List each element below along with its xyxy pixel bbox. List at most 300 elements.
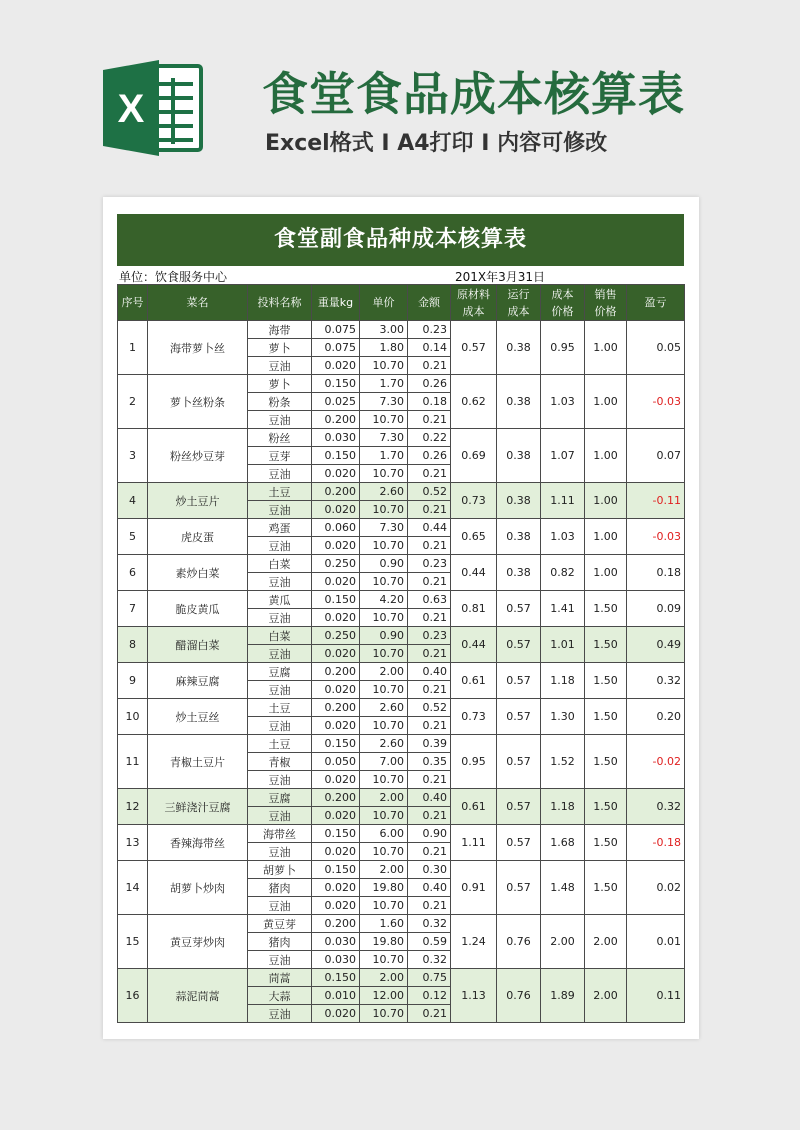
ingredient-amount: 0.23 xyxy=(408,627,451,645)
ingredient-amount: 0.63 xyxy=(408,591,451,609)
ingredient-amount: 0.21 xyxy=(408,411,451,429)
profit-loss: -0.11 xyxy=(627,483,685,519)
ingredient-amount: 0.21 xyxy=(408,537,451,555)
ingredient-amount: 0.21 xyxy=(408,807,451,825)
sale-price: 1.00 xyxy=(585,375,627,429)
row-number: 11 xyxy=(118,735,148,789)
profit-loss: 0.09 xyxy=(627,591,685,627)
profit-loss: 0.18 xyxy=(627,555,685,591)
ingredient-weight: 0.250 xyxy=(312,627,360,645)
unit-label: 单位：饮食服务中心 xyxy=(119,270,228,284)
ingredient-name: 萝卜 xyxy=(248,375,312,393)
cost-price: 1.01 xyxy=(541,627,585,663)
cost-price: 1.89 xyxy=(541,969,585,1023)
raw-cost: 0.61 xyxy=(451,789,497,825)
ingredient-name: 豆油 xyxy=(248,573,312,591)
run-cost: 0.57 xyxy=(497,663,541,699)
ingredient-weight: 0.200 xyxy=(312,663,360,681)
raw-cost: 1.11 xyxy=(451,825,497,861)
ingredient-name: 粉条 xyxy=(248,393,312,411)
ingredient-weight: 0.020 xyxy=(312,717,360,735)
column-header: 原材料 成本 xyxy=(451,285,497,321)
cost-price: 1.18 xyxy=(541,789,585,825)
ingredient-amount: 0.40 xyxy=(408,879,451,897)
sale-price: 1.50 xyxy=(585,663,627,699)
run-cost: 0.76 xyxy=(497,915,541,969)
ingredient-weight: 0.020 xyxy=(312,1005,360,1023)
row-number: 8 xyxy=(118,627,148,663)
run-cost: 0.57 xyxy=(497,627,541,663)
ingredient-name: 鸡蛋 xyxy=(248,519,312,537)
ingredient-name: 豆油 xyxy=(248,501,312,519)
ingredient-weight: 0.150 xyxy=(312,969,360,987)
ingredient-weight: 0.150 xyxy=(312,447,360,465)
dish-name: 黄豆芽炒肉 xyxy=(148,915,248,969)
ingredient-weight: 0.025 xyxy=(312,393,360,411)
row-number: 16 xyxy=(118,969,148,1023)
raw-cost: 1.13 xyxy=(451,969,497,1023)
row-number: 6 xyxy=(118,555,148,591)
ingredient-price: 10.70 xyxy=(360,357,408,375)
profit-loss: 0.20 xyxy=(627,699,685,735)
table-row xyxy=(118,663,685,681)
table-row xyxy=(118,519,685,537)
run-cost: 0.38 xyxy=(497,321,541,375)
cost-price: 0.95 xyxy=(541,321,585,375)
ingredient-amount: 0.23 xyxy=(408,555,451,573)
ingredient-weight: 0.020 xyxy=(312,609,360,627)
table-row xyxy=(118,915,685,933)
ingredient-amount: 0.32 xyxy=(408,951,451,969)
run-cost: 0.57 xyxy=(497,735,541,789)
sale-price: 1.50 xyxy=(585,591,627,627)
ingredient-name: 白菜 xyxy=(248,555,312,573)
table-row xyxy=(118,429,685,447)
ingredient-price: 2.00 xyxy=(360,789,408,807)
sale-price: 1.50 xyxy=(585,789,627,825)
ingredient-amount: 0.44 xyxy=(408,519,451,537)
ingredient-price: 7.30 xyxy=(360,393,408,411)
ingredient-amount: 0.12 xyxy=(408,987,451,1005)
cost-price: 1.41 xyxy=(541,591,585,627)
ingredient-name: 豆芽 xyxy=(248,447,312,465)
sale-price: 1.50 xyxy=(585,825,627,861)
dish-name: 素炒白菜 xyxy=(148,555,248,591)
table-row xyxy=(118,861,685,879)
ingredient-price: 19.80 xyxy=(360,879,408,897)
ingredient-weight: 0.030 xyxy=(312,429,360,447)
dish-name: 海带萝卜丝 xyxy=(148,321,248,375)
ingredient-price: 10.70 xyxy=(360,717,408,735)
row-number: 4 xyxy=(118,483,148,519)
ingredient-weight: 0.020 xyxy=(312,771,360,789)
ingredient-weight: 0.150 xyxy=(312,735,360,753)
ingredient-price: 10.70 xyxy=(360,843,408,861)
ingredient-price: 10.70 xyxy=(360,681,408,699)
sale-price: 2.00 xyxy=(585,915,627,969)
ingredient-name: 大蒜 xyxy=(248,987,312,1005)
table-header-row xyxy=(118,285,685,321)
ingredient-name: 茼蒿 xyxy=(248,969,312,987)
ingredient-price: 19.80 xyxy=(360,933,408,951)
row-number: 5 xyxy=(118,519,148,555)
dish-name: 三鲜浇汁豆腐 xyxy=(148,789,248,825)
row-number: 3 xyxy=(118,429,148,483)
row-number: 1 xyxy=(118,321,148,375)
ingredient-name: 豆油 xyxy=(248,717,312,735)
svg-text:X: X xyxy=(117,87,145,131)
sale-price: 1.50 xyxy=(585,735,627,789)
ingredient-weight: 0.020 xyxy=(312,645,360,663)
raw-cost: 0.69 xyxy=(451,429,497,483)
profit-loss: 0.11 xyxy=(627,969,685,1023)
ingredient-name: 青椒 xyxy=(248,753,312,771)
ingredient-amount: 0.35 xyxy=(408,753,451,771)
ingredient-name: 胡萝卜 xyxy=(248,861,312,879)
run-cost: 0.38 xyxy=(497,555,541,591)
sale-price: 1.00 xyxy=(585,321,627,375)
row-number: 14 xyxy=(118,861,148,915)
ingredient-name: 白菜 xyxy=(248,627,312,645)
ingredient-weight: 0.200 xyxy=(312,699,360,717)
ingredient-name: 黄豆芽 xyxy=(248,915,312,933)
ingredient-price: 10.70 xyxy=(360,573,408,591)
ingredient-price: 1.70 xyxy=(360,375,408,393)
ingredient-price: 4.20 xyxy=(360,591,408,609)
ingredient-name: 猪肉 xyxy=(248,879,312,897)
ingredient-amount: 0.52 xyxy=(408,483,451,501)
ingredient-price: 10.70 xyxy=(360,501,408,519)
ingredient-price: 1.80 xyxy=(360,339,408,357)
ingredient-amount: 0.21 xyxy=(408,573,451,591)
sale-price: 1.50 xyxy=(585,627,627,663)
raw-cost: 0.73 xyxy=(451,699,497,735)
ingredient-price: 7.00 xyxy=(360,753,408,771)
raw-cost: 0.62 xyxy=(451,375,497,429)
run-cost: 0.76 xyxy=(497,969,541,1023)
sheet-meta xyxy=(117,266,684,284)
ingredient-name: 豆油 xyxy=(248,609,312,627)
ingredient-amount: 0.21 xyxy=(408,357,451,375)
ingredient-weight: 0.030 xyxy=(312,933,360,951)
run-cost: 0.57 xyxy=(497,699,541,735)
dish-name: 炒土豆丝 xyxy=(148,699,248,735)
ingredient-name: 豆油 xyxy=(248,1005,312,1023)
ingredient-amount: 0.21 xyxy=(408,1005,451,1023)
ingredient-weight: 0.075 xyxy=(312,339,360,357)
ingredient-price: 10.70 xyxy=(360,771,408,789)
table-body xyxy=(118,321,685,1023)
ingredient-name: 豆腐 xyxy=(248,789,312,807)
profit-loss: 0.05 xyxy=(627,321,685,375)
profit-loss: 0.32 xyxy=(627,663,685,699)
sale-price: 1.00 xyxy=(585,429,627,483)
ingredient-price: 10.70 xyxy=(360,411,408,429)
table-row xyxy=(118,483,685,501)
table-row xyxy=(118,735,685,753)
ingredient-amount: 0.52 xyxy=(408,699,451,717)
column-header: 金额 xyxy=(408,285,451,321)
column-header: 序号 xyxy=(118,285,148,321)
cost-price: 1.30 xyxy=(541,699,585,735)
cost-table xyxy=(117,284,685,1023)
dish-name: 蒜泥茼蒿 xyxy=(148,969,248,1023)
ingredient-name: 豆油 xyxy=(248,357,312,375)
ingredient-price: 2.60 xyxy=(360,735,408,753)
ingredient-weight: 0.020 xyxy=(312,879,360,897)
run-cost: 0.57 xyxy=(497,789,541,825)
profit-loss: -0.02 xyxy=(627,735,685,789)
profit-loss: -0.03 xyxy=(627,519,685,555)
column-header: 投料名称 xyxy=(248,285,312,321)
row-number: 2 xyxy=(118,375,148,429)
table-row xyxy=(118,627,685,645)
cost-price: 1.68 xyxy=(541,825,585,861)
ingredient-amount: 0.32 xyxy=(408,915,451,933)
ingredient-amount: 0.18 xyxy=(408,393,451,411)
ingredient-weight: 0.150 xyxy=(312,375,360,393)
dish-name: 麻辣豆腐 xyxy=(148,663,248,699)
ingredient-amount: 0.22 xyxy=(408,429,451,447)
raw-cost: 0.65 xyxy=(451,519,497,555)
profit-loss: 0.49 xyxy=(627,627,685,663)
ingredient-amount: 0.23 xyxy=(408,321,451,339)
ingredient-price: 7.30 xyxy=(360,519,408,537)
ingredient-price: 1.70 xyxy=(360,447,408,465)
ingredient-name: 海带丝 xyxy=(248,825,312,843)
ingredient-name: 豆油 xyxy=(248,537,312,555)
sale-price: 1.00 xyxy=(585,519,627,555)
table-row xyxy=(118,825,685,843)
profit-loss: 0.01 xyxy=(627,915,685,969)
ingredient-price: 2.60 xyxy=(360,483,408,501)
ingredient-name: 豆油 xyxy=(248,807,312,825)
dish-name: 醋溜白菜 xyxy=(148,627,248,663)
ingredient-amount: 0.21 xyxy=(408,843,451,861)
ingredient-amount: 0.21 xyxy=(408,609,451,627)
ingredient-price: 1.60 xyxy=(360,915,408,933)
sale-price: 1.50 xyxy=(585,861,627,915)
ingredient-price: 0.90 xyxy=(360,555,408,573)
table-row xyxy=(118,591,685,609)
cost-price: 1.11 xyxy=(541,483,585,519)
ingredient-name: 土豆 xyxy=(248,735,312,753)
ingredient-name: 黄瓜 xyxy=(248,591,312,609)
row-number: 15 xyxy=(118,915,148,969)
sale-price: 2.00 xyxy=(585,969,627,1023)
ingredient-weight: 0.020 xyxy=(312,537,360,555)
profit-loss: -0.18 xyxy=(627,825,685,861)
ingredient-price: 10.70 xyxy=(360,1005,408,1023)
row-number: 10 xyxy=(118,699,148,735)
dish-name: 虎皮蛋 xyxy=(148,519,248,555)
excel-logo-icon xyxy=(103,58,205,158)
sale-price: 1.00 xyxy=(585,483,627,519)
ingredient-price: 10.70 xyxy=(360,537,408,555)
raw-cost: 1.24 xyxy=(451,915,497,969)
profit-loss: 0.07 xyxy=(627,429,685,483)
raw-cost: 0.81 xyxy=(451,591,497,627)
column-header: 单价 xyxy=(360,285,408,321)
cost-price: 0.82 xyxy=(541,555,585,591)
ingredient-amount: 0.40 xyxy=(408,789,451,807)
dish-name: 香辣海带丝 xyxy=(148,825,248,861)
ingredient-price: 12.00 xyxy=(360,987,408,1005)
dish-name: 萝卜丝粉条 xyxy=(148,375,248,429)
ingredient-amount: 0.21 xyxy=(408,681,451,699)
ingredient-weight: 0.150 xyxy=(312,591,360,609)
ingredient-amount: 0.21 xyxy=(408,501,451,519)
page-subtitle: Excel格式 I A4打印 I 内容可修改 xyxy=(265,131,608,156)
ingredient-amount: 0.30 xyxy=(408,861,451,879)
ingredient-price: 10.70 xyxy=(360,465,408,483)
run-cost: 0.57 xyxy=(497,825,541,861)
ingredient-weight: 0.020 xyxy=(312,573,360,591)
cost-sheet xyxy=(117,214,684,1023)
column-header: 重量kg xyxy=(312,285,360,321)
table-row xyxy=(118,969,685,987)
ingredient-weight: 0.030 xyxy=(312,951,360,969)
raw-cost: 0.95 xyxy=(451,735,497,789)
dish-name: 粉丝炒豆芽 xyxy=(148,429,248,483)
ingredient-name: 豆油 xyxy=(248,645,312,663)
ingredient-weight: 0.010 xyxy=(312,987,360,1005)
profit-loss: -0.03 xyxy=(627,375,685,429)
dish-name: 胡萝卜炒肉 xyxy=(148,861,248,915)
ingredient-weight: 0.150 xyxy=(312,825,360,843)
page-title: 食堂食品成本核算表 xyxy=(262,67,685,121)
cost-price: 1.18 xyxy=(541,663,585,699)
raw-cost: 0.61 xyxy=(451,663,497,699)
run-cost: 0.57 xyxy=(497,861,541,915)
ingredient-weight: 0.020 xyxy=(312,897,360,915)
sale-price: 1.00 xyxy=(585,555,627,591)
ingredient-price: 2.60 xyxy=(360,699,408,717)
ingredient-weight: 0.020 xyxy=(312,501,360,519)
column-header: 成本 价格 xyxy=(541,285,585,321)
ingredient-weight: 0.020 xyxy=(312,681,360,699)
ingredient-price: 6.00 xyxy=(360,825,408,843)
row-number: 13 xyxy=(118,825,148,861)
raw-cost: 0.73 xyxy=(451,483,497,519)
sheet-date: 201X年3月31日 xyxy=(455,270,546,284)
ingredient-name: 海带 xyxy=(248,321,312,339)
cost-price: 1.03 xyxy=(541,519,585,555)
table-row xyxy=(118,789,685,807)
column-header: 盈亏 xyxy=(627,285,685,321)
ingredient-name: 土豆 xyxy=(248,699,312,717)
ingredient-amount: 0.26 xyxy=(408,375,451,393)
ingredient-price: 2.00 xyxy=(360,969,408,987)
ingredient-weight: 0.150 xyxy=(312,861,360,879)
table-row xyxy=(118,699,685,717)
dish-name: 脆皮黄瓜 xyxy=(148,591,248,627)
ingredient-weight: 0.060 xyxy=(312,519,360,537)
raw-cost: 0.91 xyxy=(451,861,497,915)
ingredient-amount: 0.75 xyxy=(408,969,451,987)
run-cost: 0.38 xyxy=(497,429,541,483)
ingredient-name: 豆油 xyxy=(248,465,312,483)
ingredient-amount: 0.21 xyxy=(408,465,451,483)
ingredient-amount: 0.14 xyxy=(408,339,451,357)
ingredient-name: 豆油 xyxy=(248,681,312,699)
ingredient-price: 10.70 xyxy=(360,645,408,663)
ingredient-price: 7.30 xyxy=(360,429,408,447)
ingredient-weight: 0.200 xyxy=(312,915,360,933)
ingredient-weight: 0.075 xyxy=(312,321,360,339)
ingredient-amount: 0.40 xyxy=(408,663,451,681)
ingredient-weight: 0.020 xyxy=(312,843,360,861)
raw-cost: 0.44 xyxy=(451,555,497,591)
ingredient-name: 豆油 xyxy=(248,951,312,969)
run-cost: 0.38 xyxy=(497,483,541,519)
ingredient-weight: 0.020 xyxy=(312,465,360,483)
ingredient-price: 2.00 xyxy=(360,861,408,879)
raw-cost: 0.57 xyxy=(451,321,497,375)
sheet-title: 食堂副食品种成本核算表 xyxy=(117,214,684,266)
cost-price: 1.03 xyxy=(541,375,585,429)
run-cost: 0.57 xyxy=(497,591,541,627)
ingredient-name: 豆油 xyxy=(248,843,312,861)
ingredient-name: 土豆 xyxy=(248,483,312,501)
ingredient-name: 豆油 xyxy=(248,771,312,789)
row-number: 12 xyxy=(118,789,148,825)
ingredient-price: 10.70 xyxy=(360,897,408,915)
table-row xyxy=(118,555,685,573)
ingredient-weight: 0.020 xyxy=(312,807,360,825)
ingredient-name: 猪肉 xyxy=(248,933,312,951)
ingredient-weight: 0.250 xyxy=(312,555,360,573)
sale-price: 1.50 xyxy=(585,699,627,735)
dish-name: 青椒土豆片 xyxy=(148,735,248,789)
raw-cost: 0.44 xyxy=(451,627,497,663)
ingredient-weight: 0.050 xyxy=(312,753,360,771)
run-cost: 0.38 xyxy=(497,375,541,429)
cost-price: 1.07 xyxy=(541,429,585,483)
ingredient-amount: 0.90 xyxy=(408,825,451,843)
ingredient-amount: 0.21 xyxy=(408,897,451,915)
column-header: 菜名 xyxy=(148,285,248,321)
ingredient-price: 10.70 xyxy=(360,807,408,825)
cost-price: 1.52 xyxy=(541,735,585,789)
run-cost: 0.38 xyxy=(497,519,541,555)
ingredient-name: 豆油 xyxy=(248,897,312,915)
ingredient-amount: 0.21 xyxy=(408,717,451,735)
cost-price: 1.48 xyxy=(541,861,585,915)
column-header: 销售 价格 xyxy=(585,285,627,321)
ingredient-price: 2.00 xyxy=(360,663,408,681)
ingredient-amount: 0.21 xyxy=(408,645,451,663)
ingredient-name: 粉丝 xyxy=(248,429,312,447)
ingredient-weight: 0.020 xyxy=(312,357,360,375)
ingredient-name: 豆油 xyxy=(248,411,312,429)
table-row xyxy=(118,321,685,339)
ingredient-weight: 0.200 xyxy=(312,411,360,429)
dish-name: 炒土豆片 xyxy=(148,483,248,519)
row-number: 9 xyxy=(118,663,148,699)
ingredient-name: 萝卜 xyxy=(248,339,312,357)
ingredient-price: 3.00 xyxy=(360,321,408,339)
row-number: 7 xyxy=(118,591,148,627)
ingredient-price: 0.90 xyxy=(360,627,408,645)
ingredient-weight: 0.200 xyxy=(312,789,360,807)
ingredient-weight: 0.200 xyxy=(312,483,360,501)
ingredient-price: 10.70 xyxy=(360,951,408,969)
ingredient-amount: 0.21 xyxy=(408,771,451,789)
profit-loss: 0.32 xyxy=(627,789,685,825)
profit-loss: 0.02 xyxy=(627,861,685,915)
column-header: 运行 成本 xyxy=(497,285,541,321)
